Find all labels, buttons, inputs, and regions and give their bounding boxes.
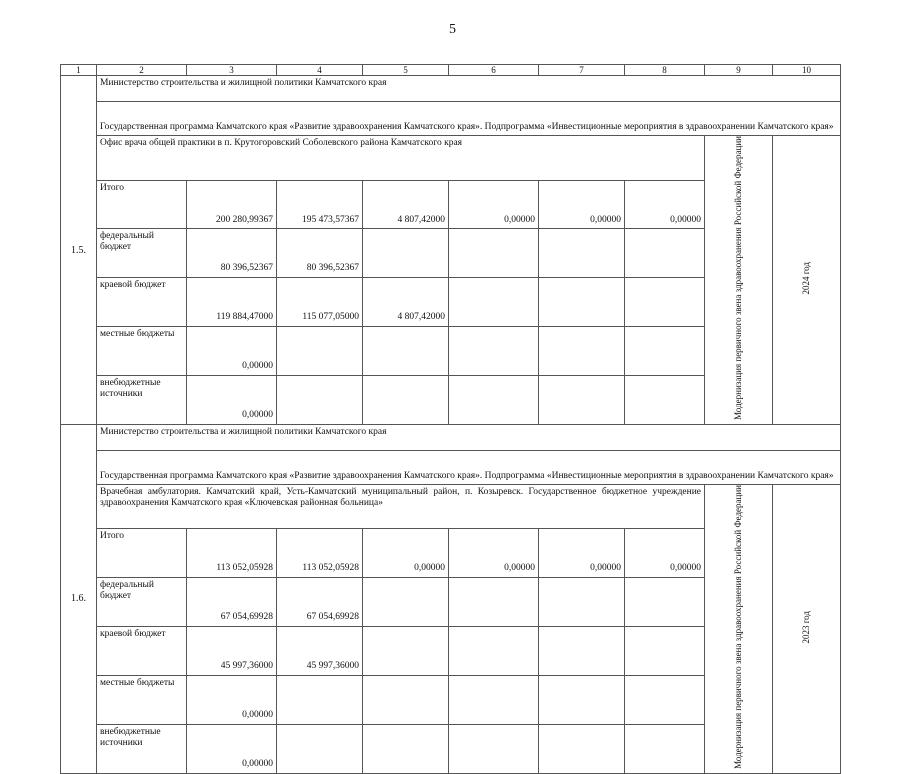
project-name: Модернизация первичного звена здравоохранения Российской Федерации (733, 136, 744, 421)
funding-source-label: внебюджетные источники (97, 725, 187, 774)
program-name: Государственная программа Камчатского края «Развитие здравоохранения Камчатского края». Подпрограмма «Инвестиционные мероприятия в здравоохранении Камчатского края» (97, 451, 841, 485)
column-number: 4 (277, 65, 363, 76)
column-number: 7 (539, 65, 625, 76)
funding-amount-c3: 80 396,52367 (187, 229, 277, 278)
funding-amount-c6 (449, 327, 539, 376)
funding-amount-c4: 195 473,57367 (277, 180, 363, 229)
funding-amount-c3: 0,00000 (187, 327, 277, 376)
program-row (61, 102, 841, 136)
funding-source-label: местные бюджеты (97, 327, 187, 376)
funding-amount-c3: 67 054,69928 (187, 578, 277, 627)
funding-amount-c8: 0,00000 (625, 180, 705, 229)
column-number: 2 (97, 65, 187, 76)
funding-source-label: федеральный бюджет (97, 229, 187, 278)
column-number: 8 (625, 65, 705, 76)
funding-amount-c7 (539, 676, 625, 725)
funding-amount-c4: 115 077,05000 (277, 278, 363, 327)
funding-amount-c7: 0,00000 (539, 529, 625, 578)
funding-amount-c8 (625, 376, 705, 425)
funding-amount-c5 (363, 376, 449, 425)
funding-amount-c6 (449, 627, 539, 676)
funding-amount-c4: 80 396,52367 (277, 229, 363, 278)
funding-amount-c8 (625, 578, 705, 627)
funding-amount-c8 (625, 676, 705, 725)
funding-amount-c5 (363, 676, 449, 725)
completion-year: 2024 год (801, 262, 812, 295)
funding-amount-c8: 0,00000 (625, 529, 705, 578)
funding-amount-c5: 4 807,42000 (363, 180, 449, 229)
funding-amount-c6: 0,00000 (449, 529, 539, 578)
funding-amount-c6 (449, 676, 539, 725)
funding-amount-c3: 45 997,36000 (187, 627, 277, 676)
object-name: Офис врача общей практики в п. Крутогоровский Соболевского района Камчатского края (97, 136, 705, 180)
funding-amount-c6 (449, 725, 539, 774)
funding-amount-c6: 0,00000 (449, 180, 539, 229)
funding-amount-c5: 4 807,42000 (363, 278, 449, 327)
funding-amount-c8 (625, 627, 705, 676)
project-name-cell (705, 485, 773, 774)
funding-amount-c7 (539, 376, 625, 425)
funding-source-label: Итого (97, 529, 187, 578)
funding-source-label: внебюджетные источники (97, 376, 187, 425)
funding-amount-c3: 119 884,47000 (187, 278, 277, 327)
funding-amount-c7 (539, 627, 625, 676)
column-number-row (61, 65, 841, 76)
funding-amount-c7 (539, 327, 625, 376)
column-number: 5 (363, 65, 449, 76)
funding-amount-c5 (363, 229, 449, 278)
funding-amount-c3: 0,00000 (187, 376, 277, 425)
funding-amount-c4 (277, 327, 363, 376)
funding-amount-c7: 0,00000 (539, 180, 625, 229)
funding-amount-c6 (449, 578, 539, 627)
funding-amount-c3: 0,00000 (187, 676, 277, 725)
completion-year-cell (773, 136, 841, 425)
funding-amount-c7 (539, 278, 625, 327)
funding-amount-c3: 113 052,05928 (187, 529, 277, 578)
funding-source-label: местные бюджеты (97, 676, 187, 725)
funding-source-label: федеральный бюджет (97, 578, 187, 627)
object-row (61, 136, 841, 180)
funding-amount-c4 (277, 676, 363, 725)
funding-amount-c7 (539, 229, 625, 278)
customer-row (61, 425, 841, 451)
funding-amount-c8 (625, 229, 705, 278)
customer-name: Министерство строительства и жилищной политики Камчатского края (97, 425, 841, 451)
funding-amount-c5 (363, 578, 449, 627)
funding-amount-c4: 113 052,05928 (277, 529, 363, 578)
object-row (61, 485, 841, 529)
column-number: 9 (705, 65, 773, 76)
funding-amount-c8 (625, 278, 705, 327)
column-number: 1 (61, 65, 97, 76)
funding-amount-c3: 200 280,99367 (187, 180, 277, 229)
completion-year: 2023 год (801, 610, 812, 644)
funding-amount-c6 (449, 229, 539, 278)
section-index: 1.5. (61, 76, 97, 425)
funding-amount-c3: 0,00000 (187, 725, 277, 774)
funding-amount-c4: 45 997,36000 (277, 627, 363, 676)
project-name: Модернизация первичного звена здравоохранения Российской Федерации (733, 485, 744, 770)
funding-amount-c8 (625, 725, 705, 774)
project-name-cell (705, 136, 773, 425)
funding-amount-c4: 67 054,69928 (277, 578, 363, 627)
funding-amount-c6 (449, 278, 539, 327)
customer-row (61, 76, 841, 102)
funding-amount-c5 (363, 627, 449, 676)
funding-amount-c5: 0,00000 (363, 529, 449, 578)
page-number: 5 (449, 22, 456, 37)
funding-source-label: краевой бюджет (97, 627, 187, 676)
completion-year-cell (773, 485, 841, 774)
column-number: 3 (187, 65, 277, 76)
funding-amount-c5 (363, 327, 449, 376)
program-row (61, 451, 841, 485)
customer-name: Министерство строительства и жилищной политики Камчатского края (97, 76, 841, 102)
funding-source-label: краевой бюджет (97, 278, 187, 327)
funding-amount-c4 (277, 376, 363, 425)
funding-amount-c8 (625, 327, 705, 376)
column-number: 6 (449, 65, 539, 76)
program-name: Государственная программа Камчатского края «Развитие здравоохранения Камчатского края». Подпрограмма «Инвестиционные мероприятия в здравоохранении Камчатского края» (97, 102, 841, 136)
budget-table (60, 64, 841, 774)
funding-amount-c5 (363, 725, 449, 774)
funding-amount-c7 (539, 578, 625, 627)
section-index: 1.6. (61, 425, 97, 774)
funding-amount-c6 (449, 376, 539, 425)
funding-source-label: Итого (97, 180, 187, 229)
funding-amount-c7 (539, 725, 625, 774)
column-number: 10 (773, 65, 841, 76)
object-name: Врачебная амбулатория. Камчатский край, Усть-Камчатский муниципальный район, п. Козыревск. Государственное бюджетное учреждение здравоохранения Камчатского края «Ключевская районная больница» (97, 485, 705, 529)
funding-amount-c4 (277, 725, 363, 774)
